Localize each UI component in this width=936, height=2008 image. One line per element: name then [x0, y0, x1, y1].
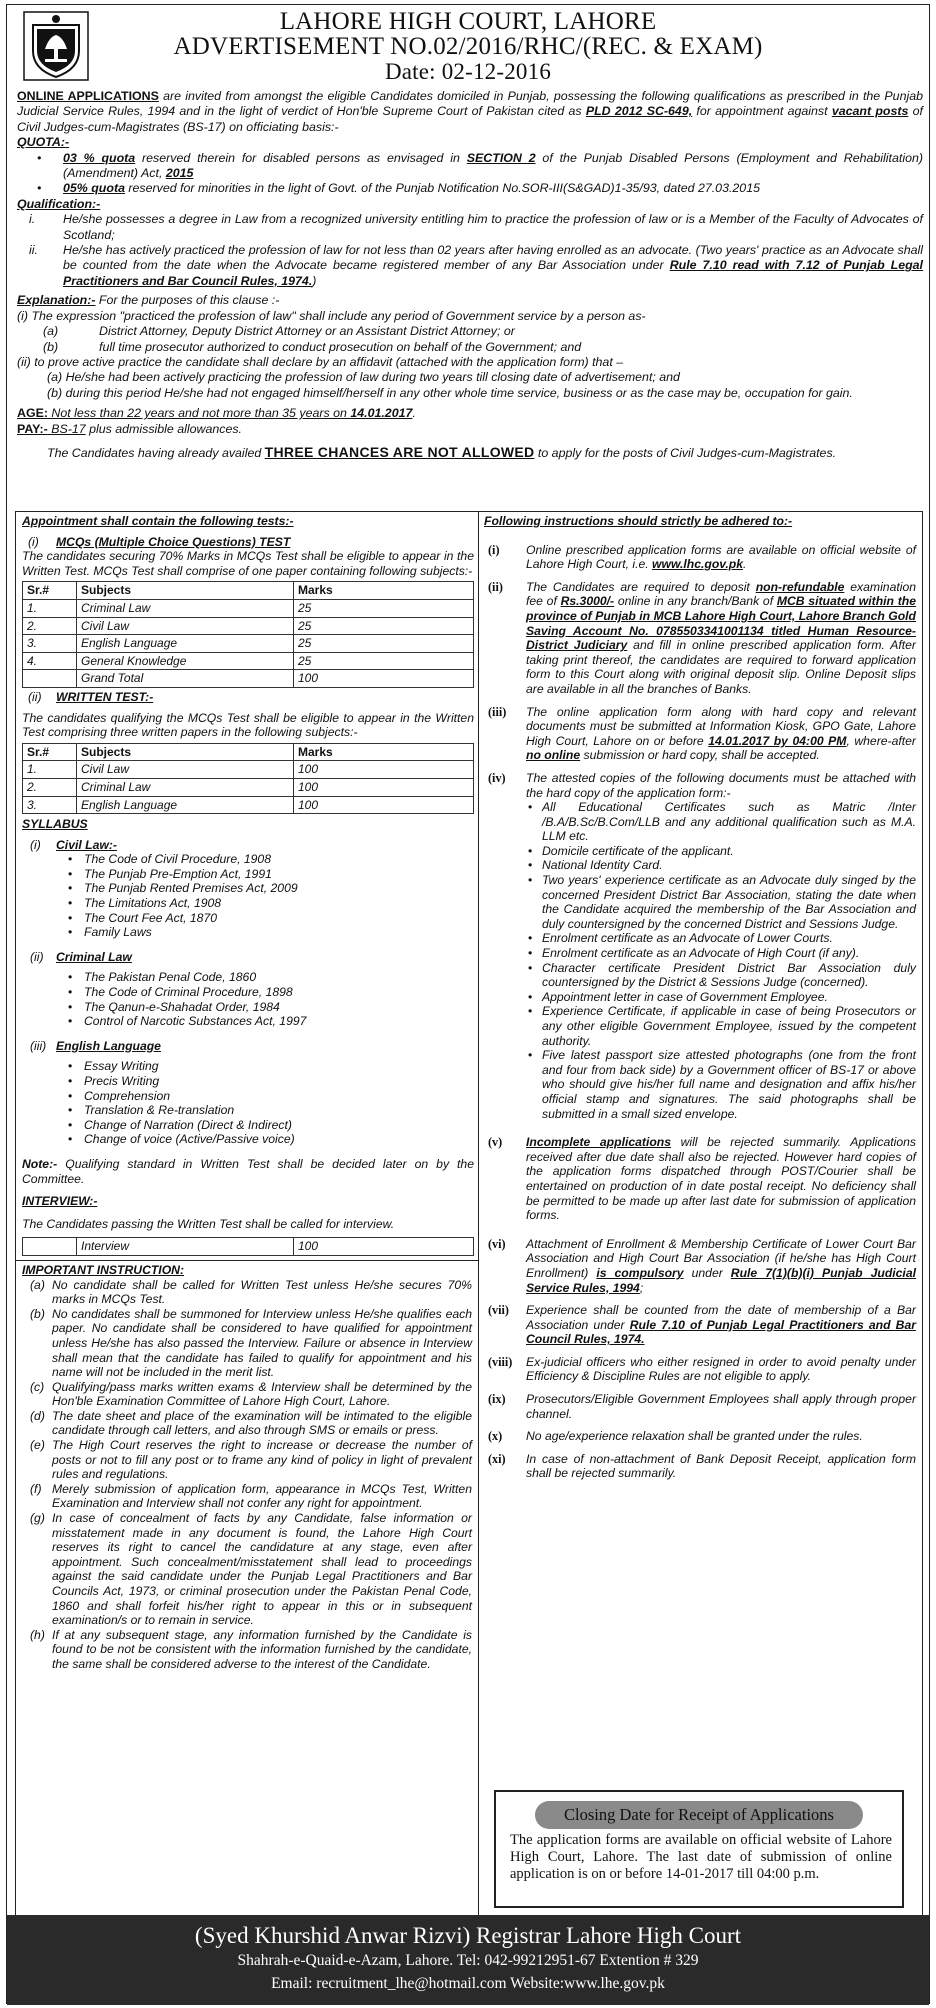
- list-item: (h) If at any subsequent stage, any information furnished by the Candidate is found to be not be consistent with the information furnished by the candidate, the same shall be considered adverse to the interest of the Candidate.: [30, 1627, 472, 1671]
- instruction-item: (vii) Experience shall be counted from the date of membership of a Bar Association under Rule 7.10 of Punjab Legal Practitioners and Bar Council Rules, 1974.: [488, 1303, 916, 1347]
- instructions-heading: Following instructions should strictly be adhered to:-: [484, 514, 793, 528]
- list-item: (b) No candidates shall be summoned for Interview unless He/she qualifies each paper. No candidate shall be considered to have qualified for appointment unless He/she has also passed the Interview. Failure or absence in Interview shall mean that the candidate has failed to qualify for appointment and his name will not be included in the merit list.: [30, 1306, 472, 1380]
- syllabus-heading: SYLLABUS: [22, 817, 88, 832]
- interview-heading: INTERVIEW:-: [22, 1194, 98, 1209]
- advertisement-page: [6, 4, 930, 2004]
- written-table: Sr.# Subjects Marks 1. Civil Law 100 2. Criminal Law 100 3. English Language 100: [22, 743, 474, 814]
- quota-heading: QUOTA:-: [17, 135, 70, 150]
- header: [7, 5, 929, 87]
- english-heading: (iii) English Language: [30, 1038, 161, 1053]
- table-row: 3. English Language 25: [23, 635, 474, 653]
- two-column-body: [15, 511, 923, 1919]
- table-row: 1. Civil Law 100: [23, 761, 474, 779]
- closing-date-box: [494, 1790, 904, 1908]
- court-name: LAHORE HIGH COURT, LAHORE: [279, 8, 657, 35]
- list-item: (a) No candidate shall be called for Written Test unless He/she secures 70% marks in MCQs Test.: [30, 1277, 472, 1307]
- criminal-law-heading: (ii) Criminal Law: [30, 949, 132, 964]
- tests-heading: Appointment shall contain the following tests:-: [22, 514, 294, 528]
- list-item: (e) The High Court reserves the right to increase or decrease the number of posts or not to fill any post or to frame any kind of policy in light of prevalent rules and regulations.: [30, 1438, 472, 1482]
- written-heading: (ii) WRITTEN TEST:-: [28, 689, 154, 704]
- table-row: 3. English Language 100: [23, 796, 474, 814]
- footer-address: Shahrah-e-Quaid-e-Azam, Lahore. Tel: 042-99212951-67 Extention # 329: [237, 1952, 699, 1969]
- qualification-item: ii. He/she has actively practiced the profession of law for not less than 02 years after having enrolled as an advocate. (Two years' practice as an Advocate shall be counted from the date when the Advocate became registered member of any Bar Association under Rule 7.10 read with 7.12 of Punjab Legal Practitioners and Bar Council Rules, 1974.): [29, 243, 923, 288]
- civil-law-heading: (i) Civil Law:-: [30, 837, 117, 852]
- footer-contact: Email: recruitment_lhe@hotmail.com Website:www.lhe.gov.pk: [271, 1975, 665, 1992]
- registrar-signature-line: (Syed Khurshid Anwar Rizvi) Registrar Lahore High Court: [194, 1923, 742, 1948]
- civil-law-list: • The Code of Civil Procedure, 1908 • The Punjab Pre-Emption Act, 1991 • The Punjab Rented Premises Act, 2009 • The Limitations Act, 1908 • The Court Fee Act, 1870 • Family Laws: [22, 852, 474, 940]
- instruction-item: (ii) The Candidates are required to deposit non-refundable examination fee of Rs.3000/- online in any branch/Bank of MCB situated within the province of Punjab in MCB Lahore High Court, Lahore Branch Gold Saving Account No. 0785503341001134 titled Human Resource-District Judiciary and fill in online prescribed application form. After taking print thereof, the candidates are required to forward application form to this Court along with original deposit slip. Online Deposit slips are available in all the branches of Banks.: [488, 579, 916, 696]
- mcq-heading: (i) MCQs (Multiple Choice Questions) TEST: [28, 534, 291, 549]
- court-emblem-icon: [23, 11, 89, 81]
- quota-item: • 03 % quota reserved therein for disabled persons as envisaged in SECTION 2 of the Punjab Disabled Persons (Employment and Rehabilitation) (Amendment) Act, 2015: [37, 150, 923, 181]
- criminal-law-list: • The Pakistan Penal Code, 1860 • The Code of Criminal Procedure, 1898 • The Qanun-e-Shahadat Order, 1984 • Control of Narcotic Substances Act, 1997: [22, 970, 474, 1028]
- right-column: [484, 514, 916, 1489]
- advertisement-date: Date: 02-12-2016: [384, 59, 552, 84]
- closing-date-text: The application forms are available on official website of Lahore High Court, Lahore. The last date of submission of online application is on or before 14-01-2017 till 04:00 p.m.: [510, 1832, 892, 1882]
- table-row: 2. Criminal Law 100: [23, 778, 474, 796]
- table-row: 1. Criminal Law 25: [23, 599, 474, 617]
- instruction-item: (v) Incomplete applications will be rejected summarily. Applications received after due date shall also be rejected. However hard copies of the application forms dispatched through POST/Courier shall be entertained on production of in date postal receipt. No deficiency shall be permitted to be made up after last date for submission of application forms.: [488, 1135, 916, 1223]
- table-row: Grand Total 100: [23, 670, 474, 688]
- chances-notice: The Candidates having already availed THREE CHANCES ARE NOT ALLOWED to apply for the posts of Civil Judges-cum-Magistrates.: [47, 443, 837, 460]
- table-row: Interview 100: [23, 1238, 474, 1256]
- instruction-item: (i) Online prescribed application forms are available on official website of Lahore High Court, i.e. www.lhc.gov.pk.: [488, 542, 916, 572]
- instruction-item: (vi) Attachment of Enrollment & Membership Certificate of Lower Court Bar Association and High Court Bar Association (if he/she has High Court Enrollment) is compulsory under Rule 7(1)(b)(i) Punjab Judicial Service Rules, 1994;: [488, 1236, 916, 1295]
- age-line: AGE: Not less than 22 years and not more than 35 years on 14.01.2017.: [17, 406, 416, 421]
- interview-table: [22, 1237, 474, 1256]
- instruction-item: (iv) The attested copies of the following documents must be attached with the hard copy of the application form:- • All Educational Certificates such as Matric /Inter /B.A/B.Sc/B.Com/LLB and any additional qualification such as M.A. LLM etc. • Domicile certificate of the applicant. • National Identity Card. • Two years' experience certificate as an Advocate duly singed by the concerned President District Bar Association, stating the date when the Candidate acquired the membership of the Bar Association and duly countersigned by the concerned District and Sessions Judge. • Enrolment certificate as an Advocate of Lower Courts. • Enrolment certificate as an Advocate of High Court (if any). • Character certificate President District Bar Association duly countersigned by the District & Sessions Judge (concerned). • Appointment letter in case of Government Employee. • Experience Certificate, if applicable in case of being Prosecutors or any other eligible Government Employee, issued by the competent authority. • Five latest passport size attested photographs (one from the front and four from back side) by a Government officer of BS-17 or above who should give his/her full name and designation and affix his/her official stamp and signatures. The said photographs shall be submitted in a small sized envelope.: [484, 771, 916, 1121]
- quota-item: • 05% quota reserved for minorities in the light of Govt. of the Punjab Notification No.SOR-III(S&GAD)1-35/93, dated 27.03.2015: [37, 181, 760, 196]
- list-item: (c) Qualifying/pass marks written exams & Interview shall be determined by the Hon'ble Examination Committee of Lahore High Court, Lahore.: [30, 1379, 472, 1409]
- list-item: (g) In case of concealment of facts by any Candidate, false information or misstatement made in any document is found, the Lahore High Court reserves its right to cancel the candidature at any stage, even after appointment. Such concealment/misstatement shall lead to proceedings against the said candidate under the Punjab Legal Practitioners and Bar Councils Act, 1973, or criminal prosecution under the Pakistan Penal Code, 1860 and shall forfeit his/her right to appear in this or in subsequent examination/s or to remain in service.: [30, 1511, 472, 1628]
- list-item: (f) Merely submission of application form, appearance in MCQs Test, Written Examination and Interview shall not confer any right for appointment.: [30, 1481, 472, 1511]
- qualification-heading: Qualification:-: [17, 196, 101, 211]
- important-instructions: IMPORTANT INSTRUCTION: (a) No candidate shall be called for Written Test unless He/she secures 70% marks in MCQs Test. (b) No candidates shall be summoned for Interview unless He/she qualifies each paper. No candidate shall be considered to have qualified for appointment unless He/she has also passed the Interview. Failure or absence in Interview shall mean that the candidate has failed to qualify for appointment and his name will not be included in the merit list. (c) Qualifying/pass marks written exams & Interview shall be determined by the Hon'ble Examination Committee of Lahore High Court, Lahore. (d) The date sheet and place of the examination will be intimated to the eligible candidate through call letters, and also through SMS or emails or press. (e) The High Court reserves the right to increase or decrease the number of posts or not to fill any post or to frame any kind of policy in light of prevalent rules and regulations. (f) Merely submission of application form, appearance in MCQs Test, Written Examination and Interview shall not confer any right for appointment. (g) In case of concealment of facts by any Candidate, false information or misstatement made in any document is found, the Lahore High Court reserves its right to cancel the candidature at any stage, even after appointment. Such concealment/misstatement shall lead to proceedings against the said candidate under the Punjab Legal Practitioners and Bar Councils Act, 1973, or criminal prosecution under the Pakistan Penal Code, 1860 and shall forfeit his/her right to appear in this or in subsequent examination/s or to remain in service. (h) If at any subsequent stage, any information furnished by the Candidate is found to be not be consistent with the information furnished by the candidate, the same shall be considered adverse to the interest of the Candidate.: [16, 1260, 478, 1672]
- website-link[interactable]: www.lhc.gov.pk: [652, 557, 743, 572]
- instruction-item: (ix) Prosecutors/Eligible Government Employees shall apply through proper channel.: [488, 1392, 916, 1421]
- qualification-item: i. He/she possesses a degree in Law from a recognized university entitling him to practice the profession of law or is a Member of the Faculty of Advocates of Scotland;: [29, 212, 923, 242]
- instruction-item: (x) No age/experience relaxation shall be granted under the rules.: [488, 1429, 863, 1444]
- mcq-table: Sr.# Subjects Marks 1. Criminal Law 25 2. Civil Law 25 3. English Language 25 4. General Knowledge 25 Grand Total 100: [22, 581, 474, 688]
- pay-line: PAY:- BS-17 plus admissible allowances.: [17, 421, 242, 436]
- note: Note:- Qualifying standard in Written Test shall be decided later on by the Committee.: [22, 1156, 474, 1186]
- explanation: Explanation:- For the purposes of this clause :- (i) The expression "practiced the profession of law" shall include any period of Government service by a person as- (a) District Attorney, Deputy District Attorney or an Assistant District Attorney; or (b) full time prosecutor authorized to conduct prosecution on behalf of the Government; and (ii) to prove active practice the candidate shall declare by an affidavit (attached with the application form) that – (a) He/she had been actively practicing the profession of law during two years till closing date of advertisement; and (b) during this period He/she had not engaged himself/herself in any other whole time service, business or as the case may be, occupation for gain.: [17, 293, 853, 400]
- instruction-item: (xi) In case of non-attachment of Bank Deposit Receipt, application form shall be rejected summarily.: [488, 1451, 916, 1481]
- left-column: Appointment shall contain the following tests:- (i) MCQs (Multiple Choice Questions) TEST The candidates securing 70% Marks in MCQs Test shall be eligible to appear in the Written Test. MCQs Test shall comprise of one paper containing following subjects:- Sr.# Subjects Marks 1. Criminal Law 25 2. Civil Law 25 3. English Language 25 4. General Knowledge 25 Grand Total 100 (ii) WRITTEN TEST:- The candidates qualifying the MCQs Test shall be eligible to appear in the Written Test comprising three written papers in the following subjects:- Sr.# Subjects Marks 1. Civil Law 100 2. Criminal Law 100 3. English Language 100 SYLLABUS (i) Civil Law:- • The Code of Civil Procedure, 1908 • The Punjab Pre-Emption Act, 1991 • The Punjab Rented Premises Act, 2009 • The Limitations Act, 1908 • The Court Fee Act, 1870 • Family Laws (ii) Criminal Law • The Pakistan Penal Code, 1860 • The Code of Criminal Procedure, 1898 • The Qanun-e-Shahadat Order, 1984 • Control of Narcotic Substances Act, 1997 (iii) English Language • Essay Writing • Precis Writing • Comprehension • Translation & Re-translation • Change of Narration (Direct & Indirect) • Change of voice (Active/Passive voice) Note:- Qualifying standard in Written Test shall be decided later on by the Committee. INTERVIEW:- The Candidates passing the Written Test shall be called for interview. Interview 100 IMPORTANT INSTRUCTION: (a) No candidate shall be called for Written Test unless He/she secures 70% marks in MCQs Test. (b) No candidates shall be summoned for Interview unless He/she qualifies each paper. No candidate shall be considered to have qualified for appointment unless He/she has also passed the Interview. Failure or absence in Interview shall mean that the candidate has failed to qualify for appointment and his name will not be included in the merit list. (c) Qualifying/pass marks written exams & Interview shall be determined by the Hon'ble Examination Committee of Lahore High Court, Lahore. (d) The date sheet and place of the examination will be intimated to the eligible candidate through call letters, and also through SMS or emails or press. (e) The High Court reserves the right to increase or decrease the number of posts or not to fill any post or to frame any kind of policy in light of prevalent rules and regulations. (f) Merely submission of application form, appearance in MCQs Test, Written Examination and Interview shall not confer any right for appointment. (g) In case of concealment of facts by any Candidate, false information or misstatement made in any document is found, the Lahore High Court reserves its right to cancel the candidature at any stage, even after appointment. Such concealment/misstatement shall lead to proceedings against the said candidate under the Punjab Legal Practitioners and Bar Councils Act, 1973, or criminal prosecution under the Pakistan Penal Code, 1860 and shall forfeit his/her right to appear in this or in subsequent examination/s or to remain in service. (h) If at any subsequent stage, any information furnished by the Candidate is found to be not be consistent with the information furnished by the candidate, the same shall be considered adverse to the interest of the Candidate.: [22, 514, 474, 1672]
- instruction-item: (iii) The online application form along with hard copy and relevant documents must be submitted at Information Kiosk, GPO Gate, Lahore High Court, Lahore on or before 14.01.2017 by 04:00 PM, where-after no online submission or hard copy, shall be accepted.: [488, 704, 916, 763]
- intro-section: [17, 89, 923, 461]
- closing-date-title: Closing Date for Receipt of Applications: [535, 1801, 863, 1829]
- english-list: • Essay Writing • Precis Writing • Comprehension • Translation & Re-translation • Change of Narration (Direct & Indirect) • Change of voice (Active/Passive voice): [22, 1059, 474, 1147]
- table-row: 2. Civil Law 25: [23, 617, 474, 635]
- advertisement-number: ADVERTISEMENT NO.02/2016/RHC/(REC. & EXAM): [173, 33, 763, 60]
- instruction-item: (viii) Ex-judicial officers who either resigned in order to avoid penalty under Efficiency & Discipline Rules are not eligible to apply.: [488, 1354, 916, 1384]
- table-row: 4. General Knowledge 25: [23, 652, 474, 670]
- list-item: (d) The date sheet and place of the examination will be intimated to the eligible candidate through call letters, and also through SMS or emails or press.: [30, 1408, 472, 1438]
- documents-list: • All Educational Certificates such as Matric /Inter /B.A/B.Sc/B.Com/LLB and any additional qualification such as M.A. LLM etc. • Domicile certificate of the applicant. • National Identity Card. • Two years' experience certificate as an Advocate duly singed by the concerned President District Bar Association, stating the date when the Candidate acquired the membership of the Bar Association and duly countersigned by the concerned District and Sessions Judge. • Enrolment certificate as an Advocate of Lower Courts. • Enrolment certificate as an Advocate of High Court (if any). • Character certificate President District Bar Association duly countersigned by the District & Sessions Judge (concerned). • Appointment letter in case of Government Employee. • Experience Certificate, if applicable in case of being Prosecutors or any other eligible Government Employee, issued by the competent authority. • Five latest passport size attested photographs (one from the front and four from back side) by a Government officer of BS-17 or above who should give his/her full name and designation and affix his/her official stamp and signatures. The said photographs shall be submitted in a small sized envelope.: [526, 800, 916, 1121]
- intro-paragraph: ONLINE APPLICATIONS are invited from amongst the eligible Candidates domiciled in Punjab, possessing the following qualifications as prescribed in the Punjab Judicial Service Rules, 1994 and in the light of verdict of Hon'ble Supreme Court of Pakistan cited as PLD 2012 SC-649, for appointment against vacant posts of Civil Judges-cum-Magistrates (BS-17) on officiating basis:-: [17, 89, 924, 134]
- column-divider: [478, 512, 479, 1918]
- footer: [7, 1915, 929, 2005]
